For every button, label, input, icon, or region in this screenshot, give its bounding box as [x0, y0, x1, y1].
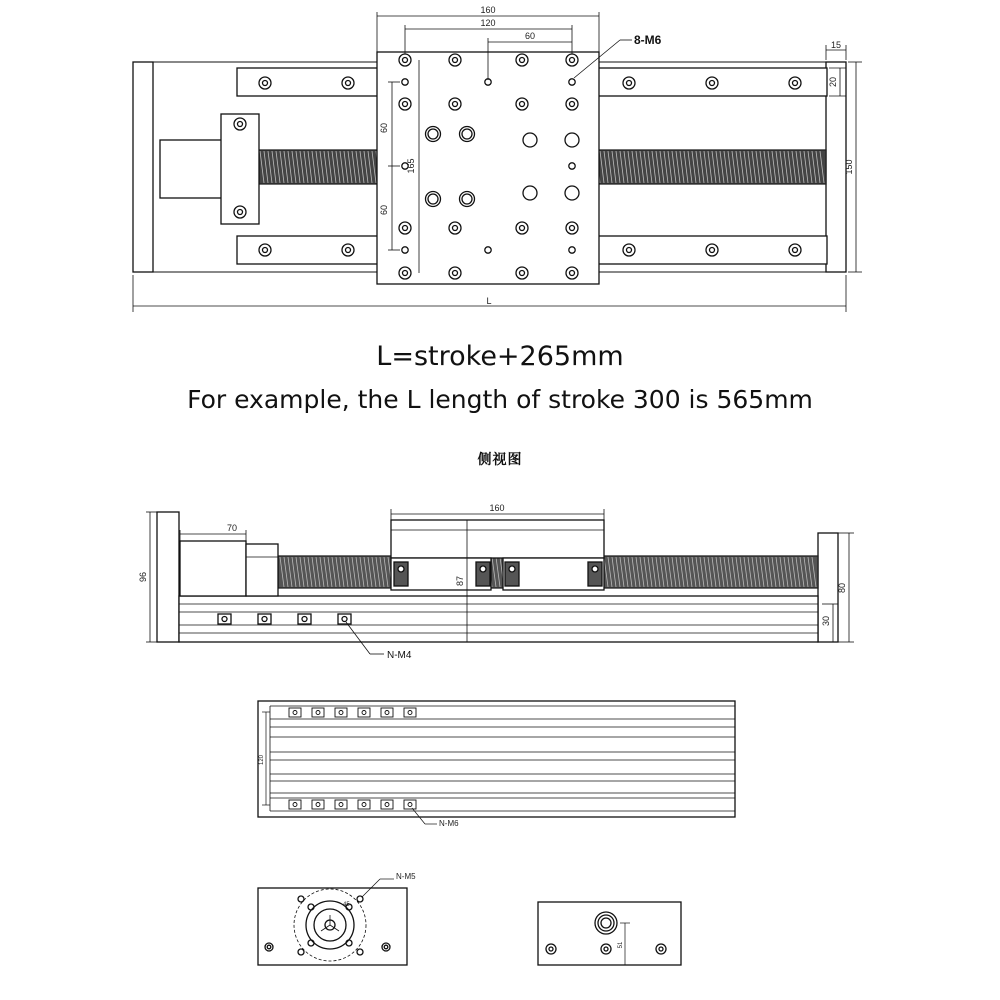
side-dim-base-height: 30 — [821, 615, 831, 627]
side-motor — [180, 541, 246, 596]
dim-overall-length: L — [486, 296, 492, 306]
side-dim-carriage-width: 160 — [489, 503, 505, 513]
dim-end-offset: 15 — [830, 40, 842, 50]
example-caption: For example, the L length of stroke 300 is 565mm — [187, 385, 813, 414]
dim-vertical-pitch-upper: 60 — [379, 122, 389, 134]
side-base-extrusion — [179, 596, 818, 642]
formula-caption: L=stroke+265mm — [376, 341, 624, 372]
dim-vertical-pitch-lower: 60 — [379, 204, 389, 216]
dim-hole-span: 120 — [480, 18, 496, 28]
motor-end-pcd: 45 — [343, 902, 350, 908]
right-end-plate — [826, 62, 846, 272]
side-view-title: 侧视图 — [477, 452, 523, 468]
callout-n-m5: N-M5 — [396, 872, 416, 881]
far-end-height: 51 — [618, 941, 624, 949]
dim-carriage-width: 160 — [480, 5, 496, 15]
bottom-dim-width: 120 — [259, 754, 265, 766]
motor-end-view — [258, 872, 416, 965]
side-carriage-top — [391, 520, 604, 558]
side-motor-mount — [246, 544, 278, 596]
dim-vertical-total: 165 — [406, 158, 416, 174]
dim-hole-pitch: 60 — [524, 31, 536, 41]
side-dim-motor-length: 70 — [226, 523, 238, 533]
bottom-extrusion — [258, 701, 735, 817]
top-view — [133, 5, 862, 312]
side-dim-carriage-height: 87 — [455, 575, 465, 587]
left-end-plate — [133, 62, 153, 272]
callout-n-m4: N-M4 — [387, 650, 412, 661]
far-end-view — [538, 902, 681, 965]
bottom-view — [258, 701, 735, 828]
dim-overall-width: 150 — [844, 159, 854, 175]
callout-n-m6: N-M6 — [439, 819, 459, 828]
callout-8-m6: 8-M6 — [634, 33, 662, 47]
motor-body — [160, 140, 225, 198]
side-left-end-plate — [157, 512, 179, 642]
side-dim-end-plate-height: 80 — [837, 582, 847, 594]
side-dim-overall-height: 96 — [138, 571, 148, 583]
dim-rail-offset: 20 — [828, 76, 838, 88]
side-view — [138, 503, 854, 661]
